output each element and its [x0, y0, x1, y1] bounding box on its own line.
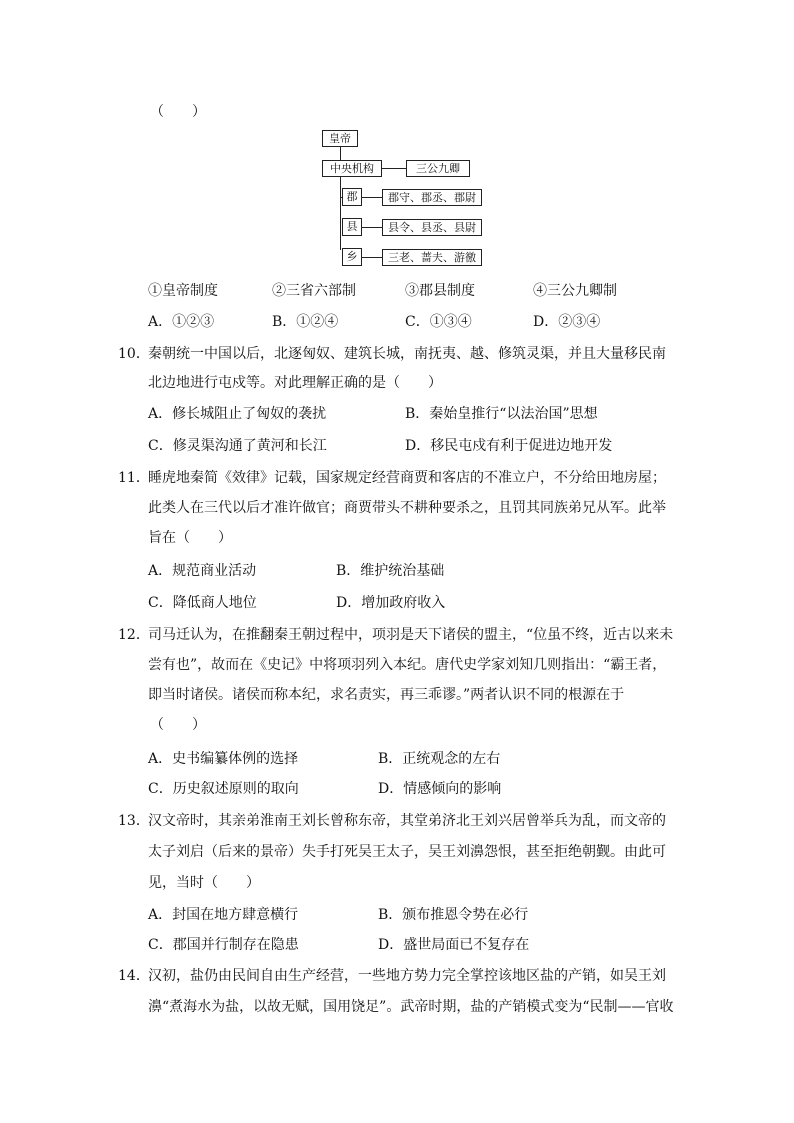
q13-option-d[interactable]: D．盛世局面已不复存在: [378, 937, 530, 953]
q12-option-c[interactable]: C．历史叙述原则的取向: [148, 781, 299, 797]
q10-option-a[interactable]: A．修长城阻止了匈奴的袭扰: [148, 406, 327, 422]
diagram-trunk-top: [340, 146, 341, 160]
q13-number: 13．: [118, 813, 150, 829]
q12-option-a[interactable]: A．史书编纂体例的选择: [148, 751, 299, 767]
box-xiang: 乡: [342, 248, 362, 266]
q12-line-3: 即当时诸侯。诸侯而称本纪，求名责实，再三乖谬。”两者认识不同的根源在于: [148, 687, 625, 703]
diagram-trunk-main: [340, 176, 341, 250]
box-xiang-officials: 三老、蔷夫、游徼: [382, 249, 482, 266]
q9-item-1: ①皇帝制度: [148, 283, 218, 299]
q13-option-c[interactable]: C．郡国并行制存在隐患: [148, 937, 299, 953]
q14-line-2: 濞“煮海水为盐，以故无赋，国用饶足”。武帝时期，盐的产销模式变为“民制——官收: [148, 999, 674, 1015]
q14-number: 14．: [118, 968, 150, 984]
q9-item-4: ④三公九卿制: [533, 283, 617, 299]
q12-number: 12．: [118, 627, 150, 643]
q14-line-1: 汉初，盐仍由民间自由生产经营，一些地方势力完全掌控该地区盐的产销，如吴王刘: [148, 968, 666, 984]
trunk-to-jun: [340, 197, 342, 198]
q10-number: 10．: [118, 346, 150, 362]
q11-option-a[interactable]: A．规范商业活动: [148, 563, 257, 579]
box-sangong: 三公九卿: [406, 160, 470, 177]
link-central: [382, 168, 406, 169]
q9-option-a[interactable]: A．①②③: [148, 314, 215, 330]
q13-line-1: 汉文帝时，其亲弟淮南王刘长曾称东帝，其堂弟济北王刘兴居曾举兵为乱，而文帝的: [148, 813, 666, 829]
q10-line-2: 北边地进行屯戍等。对此理解正确的是（ ）: [148, 375, 442, 391]
q12-line-1: 司马迁认为，在推翻秦王朝过程中，项羽是天下诸侯的盟主，“位虽不终，近古以来未: [148, 627, 674, 643]
box-central: 中央机构: [322, 160, 382, 177]
q10-option-d[interactable]: D．移民屯戍有利于促进边地开发: [405, 438, 613, 454]
q11-option-c[interactable]: C．降低商人地位: [148, 595, 257, 611]
q11-option-d[interactable]: D．增加政府收入: [336, 595, 446, 611]
q11-number: 11．: [118, 470, 150, 486]
q13-option-a[interactable]: A．封国在地方肆意横行: [148, 907, 299, 923]
q9-item-2: ②三省六部制: [272, 283, 356, 299]
q10-line-1: 秦朝统一中国以后，北逐匈奴、建筑长城，南抚夷、越、修筑灵渠，并且大量移民南: [148, 346, 666, 362]
q10-option-c[interactable]: C．修灵渠沟通了黄河和长江: [148, 438, 327, 454]
q11-option-b[interactable]: B．维护统治基础: [336, 563, 445, 579]
box-jun: 郡: [342, 188, 362, 206]
link-jun: [362, 197, 382, 198]
q13-line-2: 太子刘启（后来的景帝）失手打死吴王太子，吴王刘濞怨恨，甚至拒绝朝觐。由此可: [148, 844, 666, 860]
q9-option-d[interactable]: D．②③④: [533, 314, 601, 330]
administrative-structure-diagram: [318, 126, 498, 268]
q9-option-c[interactable]: C．①③④: [405, 314, 472, 330]
box-emperor: 皇帝: [322, 130, 358, 147]
q12-option-d[interactable]: D．情感倾向的影响: [378, 781, 502, 797]
q9-option-b[interactable]: B．①②④: [272, 314, 339, 330]
q11-line-2: 此类人在三代以后才准许做官；商贾带头不耕种要杀之，且罚其同族弟兄从军。此举: [148, 500, 666, 516]
q11-line-3: 旨在（ ）: [148, 530, 232, 546]
q13-line-3: 见，当时（ ）: [148, 875, 260, 891]
link-xiang: [362, 257, 382, 258]
box-xian-officials: 县令、县丞、县尉: [382, 219, 482, 236]
q9-item-3: ③郡县制度: [405, 283, 475, 299]
q9-paren: （ ）: [150, 104, 206, 120]
q12-option-b[interactable]: B．正统观念的左右: [378, 751, 501, 767]
q11-line-1: 睡虎地秦简《效律》记载，国家规定经营商贾和客店的不准立户，不分给田地房屋；: [148, 470, 666, 486]
q12-line-2: 尝有也”，故而在《史记》中将项羽列入本纪。唐代史学家刘知几则指出：“霸王者，: [148, 657, 667, 673]
box-jun-officials: 郡守、郡丞、郡尉: [382, 189, 482, 206]
link-xian: [362, 227, 382, 228]
q13-option-b[interactable]: B．颁布推恩令势在必行: [378, 907, 529, 923]
q10-option-b[interactable]: B．秦始皇推行“以法治国”思想: [405, 406, 598, 422]
box-xian: 县: [342, 218, 362, 236]
q12-line-4: （ ）: [150, 717, 206, 733]
